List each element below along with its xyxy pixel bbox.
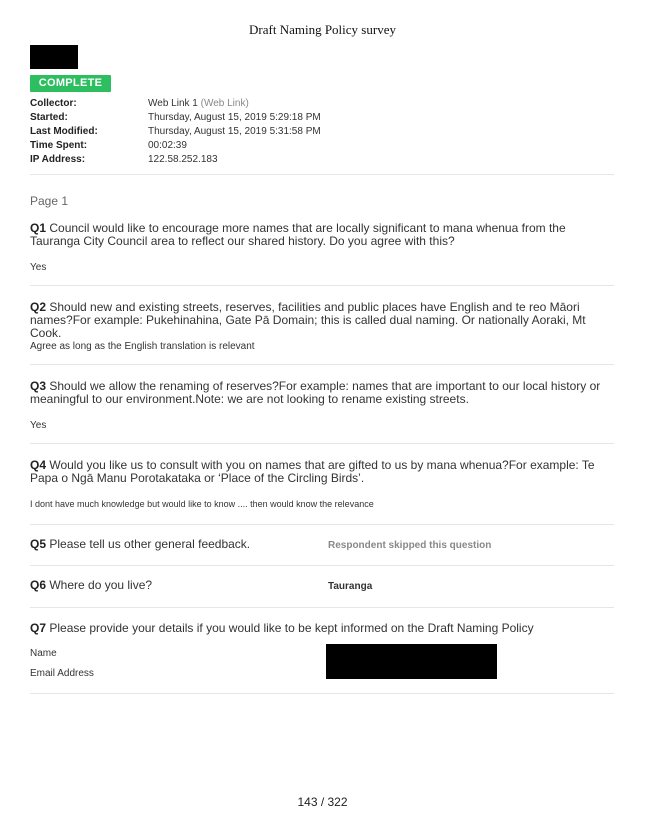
question-5 xyxy=(30,538,614,551)
meta-value: Thursday, August 15, 2019 5:31:58 PM xyxy=(148,126,321,137)
collector-name: Web Link 1 xyxy=(148,98,198,109)
question-4 xyxy=(30,459,614,485)
question-text: Council would like to encourage more names that are locally significant to mana whenua from the Tauranga City Council area to reflect our shared history. Do you agree with this? xyxy=(30,221,566,248)
question-number: Q3 xyxy=(30,379,47,393)
meta-value: 122.58.252.183 xyxy=(148,154,218,165)
page-label: Page 1 xyxy=(30,194,69,208)
divider xyxy=(30,524,614,525)
meta-value: 00:02:39 xyxy=(148,140,187,151)
answer-4: I dont have much knowledge but would like to know .... then would know the relevance xyxy=(30,499,374,509)
meta-value xyxy=(148,97,249,111)
question-text: Should we allow the renaming of reserves?For example: names that are important to our local history or meaningful to our environment.Note: we are not looking to rename existing streets. xyxy=(30,379,601,406)
question-3 xyxy=(30,380,614,406)
question-text: Please provide your details if you would like to be kept informed on the Draft Naming Policy xyxy=(46,621,534,635)
divider xyxy=(30,607,614,608)
field-label-name: Name xyxy=(30,648,57,659)
meta-key: IP Address: xyxy=(30,154,86,165)
question-number: Q7 xyxy=(30,621,47,635)
question-text: Should new and existing streets, reserves, facilities and public places have English and te reo Māori names?For example: Pukehinahina, Gate Pā Domain; this is called dual naming. Or nationally Aoraki, Mt Cook. xyxy=(30,300,586,340)
meta-started xyxy=(30,111,614,125)
divider xyxy=(30,693,614,694)
answer-3: Yes xyxy=(30,420,47,431)
redacted-contact-details xyxy=(326,644,497,679)
question-number: Q2 xyxy=(30,300,47,314)
meta-key: Last Modified: xyxy=(30,126,98,137)
divider xyxy=(30,285,614,286)
meta-collector xyxy=(30,97,614,111)
question-number: Q1 xyxy=(30,221,47,235)
question-number: Q4 xyxy=(30,458,47,472)
question-text: Where do you live? xyxy=(46,578,153,592)
redacted-logo xyxy=(30,45,78,69)
meta-last-modified xyxy=(30,125,614,139)
question-2 xyxy=(30,301,614,340)
answer-5-skipped: Respondent skipped this question xyxy=(328,540,492,551)
collector-type: (Web Link) xyxy=(197,98,249,109)
question-text: Would you like us to consult with you on names that are gifted to us by mana whenua?For example: Te Papa o Ngā Manu Porotakataka or ‘Place of the Circling Birds’. xyxy=(30,458,595,485)
meta-ip-address xyxy=(30,153,614,167)
meta-time-spent xyxy=(30,139,614,153)
question-text: Please tell us other general feedback. xyxy=(46,537,251,551)
question-1 xyxy=(30,222,614,248)
document-title: Draft Naming Policy survey xyxy=(249,22,396,37)
field-label-email: Email Address xyxy=(30,668,94,679)
question-6 xyxy=(30,579,614,592)
meta-key: Time Spent: xyxy=(30,140,88,151)
answer-6: Tauranga xyxy=(328,581,373,592)
meta-key: Started: xyxy=(30,112,68,123)
divider xyxy=(30,364,614,365)
divider xyxy=(30,565,614,566)
page-number: 143 / 322 xyxy=(297,795,348,809)
status-badge: COMPLETE xyxy=(30,75,111,92)
answer-2: Agree as long as the English translation is relevant xyxy=(30,341,255,352)
response-metadata xyxy=(30,97,614,167)
meta-key: Collector: xyxy=(30,98,77,109)
question-number: Q6 xyxy=(30,578,47,592)
meta-value: Thursday, August 15, 2019 5:29:18 PM xyxy=(148,112,321,123)
question-7 xyxy=(30,622,614,635)
divider xyxy=(30,174,614,175)
divider xyxy=(30,443,614,444)
answer-1: Yes xyxy=(30,262,47,273)
question-number: Q5 xyxy=(30,537,47,551)
